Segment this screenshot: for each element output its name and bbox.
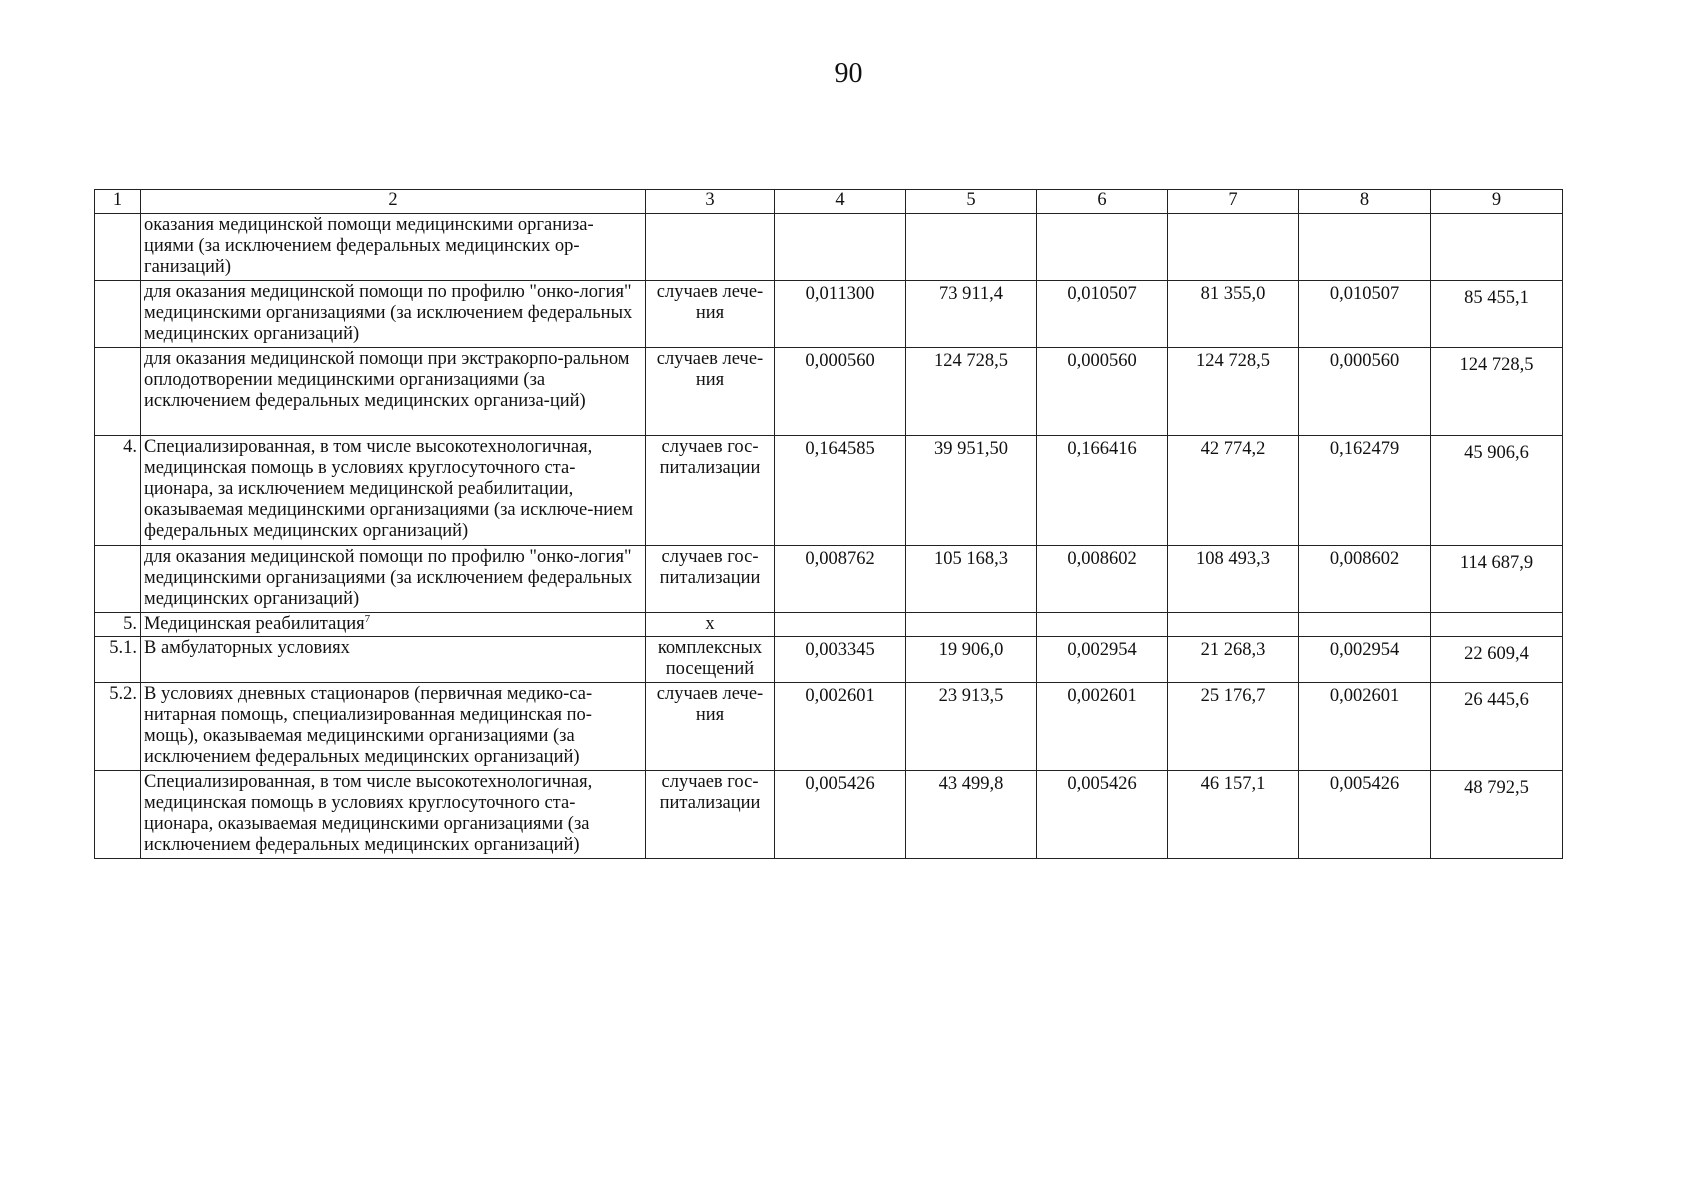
row-name: Специализированная, в том числе высокотехнологичная, медицинская помощь в условиях круглосуточного ста-ционара, оказываемая медицинскими организациями (за исключением федеральных медицинских организаций): [141, 771, 646, 859]
row-name: оказания медицинской помощи медицинскими организа-циями (за исключением федеральных медицинских ор-ганизаций): [141, 214, 646, 281]
cell-col5: 19 906,0: [906, 637, 1037, 683]
row-unit: случаев гос-питализации: [646, 771, 775, 859]
cell-col5: 23 913,5: [906, 683, 1037, 771]
row-name: В условиях дневных стационаров (первичная медико-са-нитарная помощь, специализированная медицинская по-мощь), оказываемая медицинскими организациями (за исключением федеральных медицинских организаций): [141, 683, 646, 771]
row-number: [95, 546, 141, 613]
cell-col8: 0,000560: [1299, 348, 1431, 436]
cell-col9: 114 687,9: [1431, 546, 1563, 613]
column-header: 2: [141, 190, 646, 214]
cell-col5: [906, 613, 1037, 637]
row-number: 5.2.: [95, 683, 141, 771]
row-number: [95, 281, 141, 348]
cell-col9: 85 455,1: [1431, 281, 1563, 348]
cell-col6: 0,008602: [1037, 546, 1168, 613]
cell-col7: 124 728,5: [1168, 348, 1299, 436]
row-unit: [646, 214, 775, 281]
table-row: [95, 771, 1563, 859]
cell-col8: 0,002954: [1299, 637, 1431, 683]
cell-col7: 42 774,2: [1168, 436, 1299, 546]
row-name: для оказания медицинской помощи по профилю "онко-логия" медицинскими организациями (за исключением федеральных медицинских организаций): [141, 546, 646, 613]
table-row: [95, 436, 1563, 546]
cell-col9: [1431, 613, 1563, 637]
cell-col9: [1431, 214, 1563, 281]
cell-col8: 0,005426: [1299, 771, 1431, 859]
cell-col4: 0,002601: [775, 683, 906, 771]
cell-col7: 21 268,3: [1168, 637, 1299, 683]
cell-col7: [1168, 214, 1299, 281]
column-header: 4: [775, 190, 906, 214]
data-table: [94, 189, 1563, 859]
row-unit: комплексных посещений: [646, 637, 775, 683]
cell-col7: 46 157,1: [1168, 771, 1299, 859]
cell-col5: [906, 214, 1037, 281]
cell-col5: 124 728,5: [906, 348, 1037, 436]
row-number: [95, 348, 141, 436]
row-number: 4.: [95, 436, 141, 546]
cell-col6: 0,005426: [1037, 771, 1168, 859]
row-number: [95, 771, 141, 859]
row-unit: случаев лече-ния: [646, 348, 775, 436]
table-row: [95, 613, 1563, 637]
table-row: [95, 546, 1563, 613]
cell-col8: 0,162479: [1299, 436, 1431, 546]
cell-col6: 0,166416: [1037, 436, 1168, 546]
column-header: 8: [1299, 190, 1431, 214]
cell-col7: 25 176,7: [1168, 683, 1299, 771]
row-name: для оказания медицинской помощи при экстракорпо-ральном оплодотворении медицинскими организациями (за исключением федеральных медицинских организа-ций): [141, 348, 646, 436]
cell-col6: 0,002601: [1037, 683, 1168, 771]
table-row: [95, 683, 1563, 771]
table-header-row: [95, 190, 1563, 214]
cell-col4: [775, 613, 906, 637]
cell-col5: 43 499,8: [906, 771, 1037, 859]
cell-col4: 0,005426: [775, 771, 906, 859]
cell-col7: 108 493,3: [1168, 546, 1299, 613]
cell-col4: [775, 214, 906, 281]
table-row: [95, 214, 1563, 281]
cell-col7: [1168, 613, 1299, 637]
row-unit: случаев гос-питализации: [646, 546, 775, 613]
row-number: 5.: [95, 613, 141, 637]
cell-col6: 0,010507: [1037, 281, 1168, 348]
cell-col9: 124 728,5: [1431, 348, 1563, 436]
row-unit: х: [646, 613, 775, 637]
cell-col9: 48 792,5: [1431, 771, 1563, 859]
row-unit: случаев гос-питализации: [646, 436, 775, 546]
cell-col6: 0,000560: [1037, 348, 1168, 436]
column-header: 3: [646, 190, 775, 214]
cell-col4: 0,164585: [775, 436, 906, 546]
table-row: [95, 281, 1563, 348]
cell-col7: 81 355,0: [1168, 281, 1299, 348]
cell-col9: 45 906,6: [1431, 436, 1563, 546]
cell-col4: 0,008762: [775, 546, 906, 613]
cell-col8: 0,002601: [1299, 683, 1431, 771]
footnote-mark: 7: [364, 612, 371, 625]
row-name: для оказания медицинской помощи по профилю "онко-логия" медицинскими организациями (за исключением федеральных медицинских организаций): [141, 281, 646, 348]
cell-col8: 0,008602: [1299, 546, 1431, 613]
row-number: 5.1.: [95, 637, 141, 683]
row-name: В амбулаторных условиях: [141, 637, 646, 683]
cell-col8: [1299, 613, 1431, 637]
column-header: 1: [95, 190, 141, 214]
cell-col8: [1299, 214, 1431, 281]
cell-col6: 0,002954: [1037, 637, 1168, 683]
row-unit: случаев лече-ния: [646, 683, 775, 771]
cell-col5: 105 168,3: [906, 546, 1037, 613]
cell-col4: 0,003345: [775, 637, 906, 683]
cell-col5: 73 911,4: [906, 281, 1037, 348]
cell-col6: [1037, 613, 1168, 637]
column-header: 5: [906, 190, 1037, 214]
page-number: 90: [834, 58, 863, 89]
table-row: [95, 348, 1563, 436]
cell-col4: 0,000560: [775, 348, 906, 436]
column-header: 9: [1431, 190, 1563, 214]
column-header: 6: [1037, 190, 1168, 214]
row-number: [95, 214, 141, 281]
cell-col9: 26 445,6: [1431, 683, 1563, 771]
cell-col5: 39 951,50: [906, 436, 1037, 546]
row-name: Медицинская реабилитация$^7$: [141, 613, 646, 637]
row-name: Специализированная, в том числе высокотехнологичная, медицинская помощь в условиях круглосуточного ста-ционара, за исключением медицинской реабилитации, оказываемая медицинскими организациями (за исключе-нием федеральных медицинских организаций): [141, 436, 646, 546]
cell-col8: 0,010507: [1299, 281, 1431, 348]
cell-col9: 22 609,4: [1431, 637, 1563, 683]
table-row: [95, 637, 1563, 683]
cell-col6: [1037, 214, 1168, 281]
cell-col4: 0,011300: [775, 281, 906, 348]
row-unit: случаев лече-ния: [646, 281, 775, 348]
column-header: 7: [1168, 190, 1299, 214]
